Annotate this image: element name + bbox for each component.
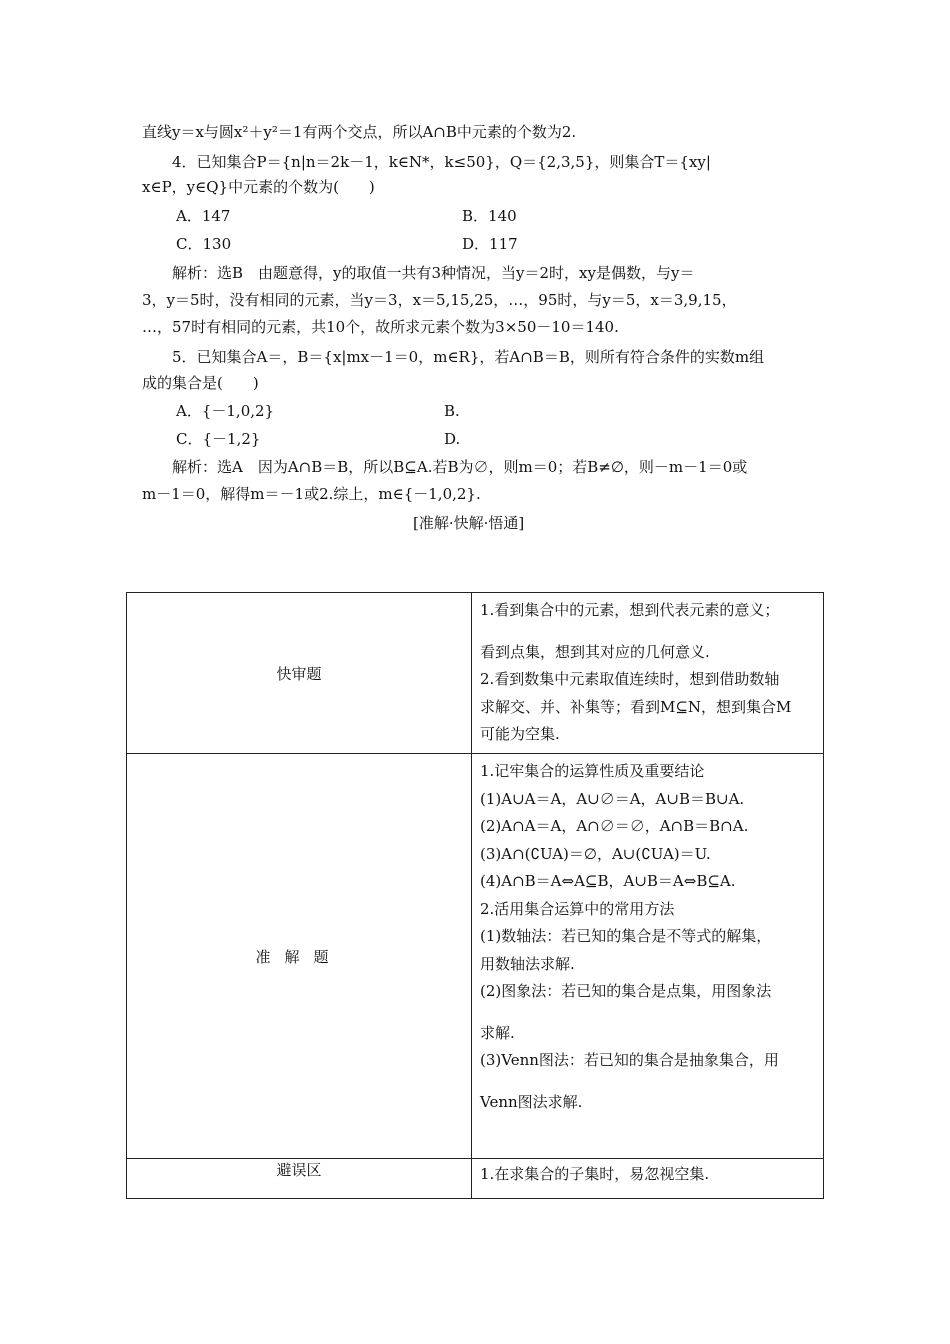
option-a: A．{－1,0,2} [176,402,275,420]
row-line: (1)A∪A＝A，A∪∅＝A，A∪B＝B∪A. [480,789,745,808]
row-line: (3)A∩(∁UA)＝∅，A∪(∁UA)＝U. [480,844,711,863]
table-row [127,1159,824,1199]
row-line: (3)Venn图法：若已知的集合是抽象集合，用 [480,1051,779,1069]
row-line: (1)数轴法：若已知的集合是不等式的解集， [480,927,772,945]
text-line: 直线y＝x与圆x²＋y²＝1有两个交点，所以A∩B中元素的个数为2. [142,123,577,141]
solution-5-line: m－1＝0，解得m＝－1或2.综上，m∈{－1,0,2}. [142,485,481,503]
row-label [127,754,472,1159]
question-4-line: x∈P，y∈Q}中元素的个数为( ) [142,178,375,196]
row-line: (2)图象法：若已知的集合是点集，用图象法 [480,982,772,1000]
row-line: Venn图法求解. [480,1092,583,1111]
question-5-line: 5．已知集合A＝，B＝{x|mx－1＝0，m∈R}，若A∩B＝B，则所有符合条件的实数m组 [172,348,765,366]
section-heading: [准解·快解·悟通] [413,514,525,532]
option-c: C．130 [176,235,232,253]
row-content [472,1159,824,1199]
solution-4-line: 解析：选B 由题意得，y的取值一共有3种情况，当y＝2时，xy是偶数，与y＝ [172,264,695,282]
row-line: (4)A∩B＝A⇔A⊆B，A∪B＝A⇔B⊆A. [480,872,736,890]
row-content [472,593,824,754]
row-line: 可能为空集. [480,725,560,743]
solution-4-line: …，57时有相同的元素，共10个，故所求元素个数为3×50－10＝140. [142,318,619,336]
table-row [127,754,824,1159]
row-label [127,1159,472,1199]
row-line: 2.看到数集中元素取值连续时，想到借助数轴 [480,670,780,688]
option-b: B．140 [462,207,517,225]
row-line: (2)A∩A＝A，A∩∅＝∅，A∩B＝B∩A. [480,817,749,835]
option-d: D．117 [462,235,518,253]
option-b: B. [444,402,460,420]
row-line: 1.看到集合中的元素，想到代表元素的意义； [480,601,780,619]
row-content [472,754,824,1159]
row-line: 2.活用集合运算中的常用方法 [480,899,675,918]
option-a: A．147 [176,207,231,225]
question-4-line: 4．已知集合P＝{n|n＝2k－1，k∈N*，k≤50}，Q＝{2,3,5}，则集合T＝{xy| [172,153,711,171]
tips-table [126,592,824,1199]
row-line: 1.在求集合的子集时，易忽视空集. [480,1165,710,1183]
row-line: 求解. [480,1023,515,1042]
row-line: 用数轴法求解. [480,954,575,973]
option-c: C．{－1,2} [176,430,261,448]
row-line: 求解交、并、补集等；看到M⊆N，想到集合M [480,697,792,716]
row-label-text: 准解题 [255,947,343,966]
row-line: 1.记牢集合的运算性质及重要结论 [480,762,705,780]
row-label-text: 避误区 [276,1161,322,1179]
row-label [127,593,472,754]
solution-5-line: 解析：选A 因为A∩B＝B，所以B⊆A.若B为∅，则m＝0；若B≠∅，则－m－1＝0或 [172,458,748,476]
option-d: D. [444,430,461,448]
question-5-line: 成的集合是( ) [142,374,259,392]
table-row [127,593,824,754]
row-label-text: 快审题 [276,664,322,683]
row-line: 看到点集，想到其对应的几何意义. [480,642,710,661]
solution-4-line: 3，y＝5时，没有相同的元素，当y＝3，x＝5,15,25，…，95时，与y＝5，x＝3,9,15， [142,291,737,309]
